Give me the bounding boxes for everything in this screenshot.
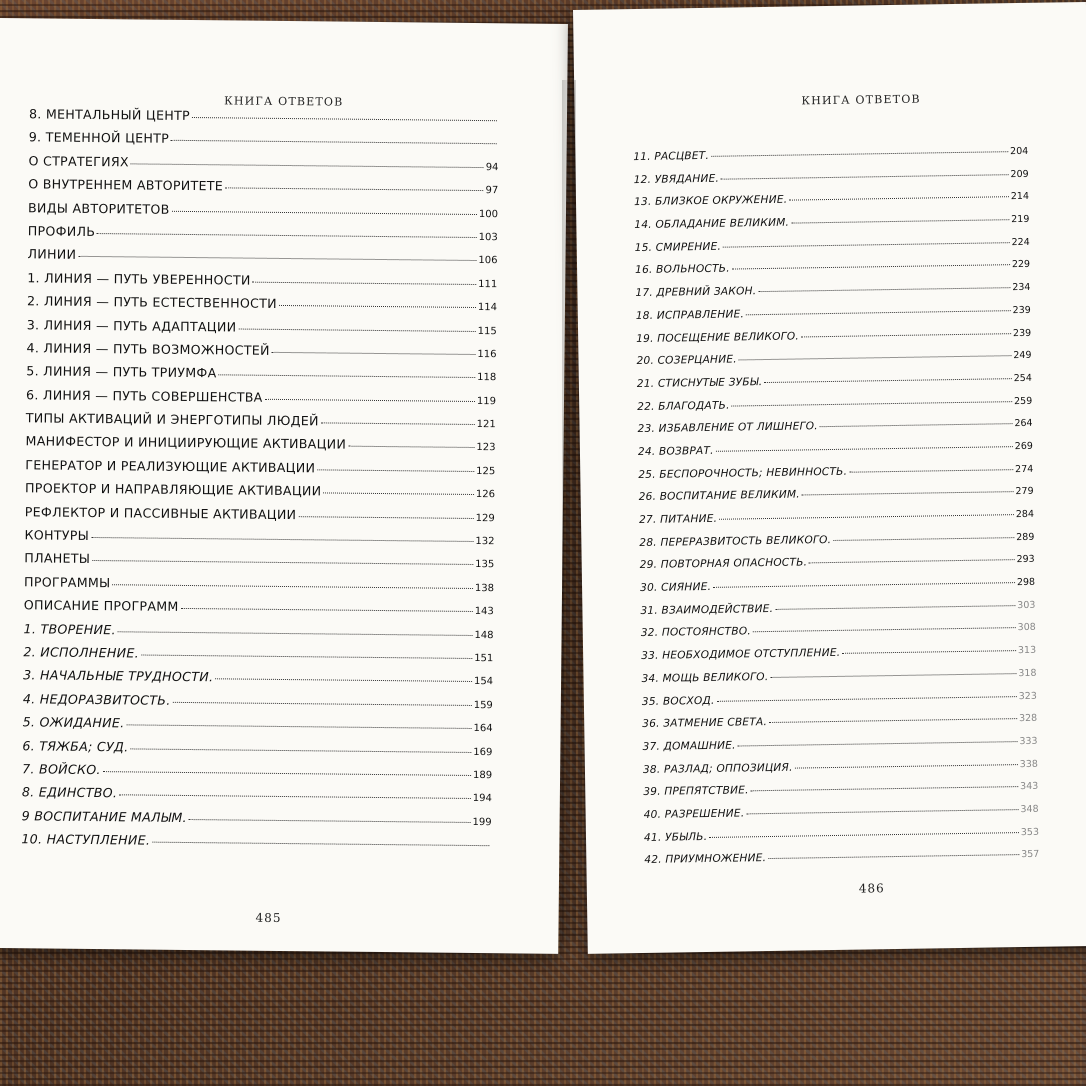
toc-entry-page: 239 — [1012, 327, 1032, 339]
toc-entry-page: 204 — [1010, 145, 1029, 158]
toc-entry-title: ОПИСАНИЕ ПРОГРАММ — [23, 597, 179, 615]
dot-leader — [172, 210, 477, 214]
toc-entry-title: 21. СТИСНУТЫЕ ЗУБЫ. — [636, 375, 763, 390]
toc-entry-title: 2. ЛИНИЯ — ПУТЬ ЕСТЕСТВЕННОСТИ — [26, 293, 277, 312]
toc-entry-title: 27. ПИТАНИЕ. — [638, 512, 718, 527]
toc-entry-page: 106 — [478, 255, 498, 267]
toc-entry-page: 209 — [1010, 168, 1029, 180]
toc-entry-page: 313 — [1017, 644, 1037, 657]
dot-leader — [820, 423, 1013, 427]
toc-entry-title: ПЛАНЕТЫ — [24, 550, 91, 567]
table-of-contents — [633, 145, 1039, 877]
toc-entry-page: 138 — [474, 582, 495, 595]
toc-entry-title: ТИПЫ АКТИВАЦИЙ И ЭНЕРГОТИПЫ ЛЮДЕЙ — [25, 410, 319, 429]
dot-leader — [192, 117, 497, 121]
dot-leader — [126, 725, 471, 730]
toc-entry-title: 22. БЛАГОДАТЬ. — [637, 399, 730, 413]
running-head: КНИГА ОТВЕТОВ — [801, 92, 921, 108]
page-number: 485 — [255, 910, 282, 925]
dot-leader — [711, 151, 1008, 157]
toc-entry-title: 14. ОБЛАДАНИЕ ВЕЛИКИМ. — [634, 216, 790, 232]
dot-leader — [78, 256, 476, 261]
toc-entry-title: 15. СМИРЕНИЕ. — [634, 240, 722, 254]
toc-entry-page: 214 — [1010, 191, 1030, 203]
toc-entry-title: 1. ЛИНИЯ — ПУТЬ УВЕРЕННОСТИ — [27, 270, 251, 288]
dot-leader — [279, 305, 476, 308]
toc-entry-page: 154 — [473, 676, 494, 688]
dot-leader — [298, 516, 473, 519]
dot-leader — [809, 560, 1014, 564]
toc-entry-title: ВИДЫ АВТОРИТЕТОВ — [27, 199, 170, 217]
toc-entry-title: 11. РАСЦВЕТ. — [633, 149, 710, 164]
toc-entry-title: 3. НАЧАЛЬНЫЕ ТРУДНОСТИ. — [23, 667, 214, 685]
dot-leader — [753, 628, 1016, 633]
toc-entry-page: 132 — [475, 536, 495, 548]
toc-entry-title: 10. НАСТУПЛЕНИЕ. — [21, 831, 151, 848]
toc-entry-page: 308 — [1017, 622, 1036, 634]
dot-leader — [171, 140, 497, 144]
dot-leader — [746, 310, 1011, 315]
dot-leader — [732, 265, 1010, 270]
toc-entry-page: 151 — [474, 652, 494, 665]
toc-entry-page: 234 — [1012, 281, 1031, 294]
dot-leader — [732, 401, 1012, 406]
toc-entry-page: 219 — [1011, 213, 1030, 226]
toc-entry-title: 2. ИСПОЛНЕНИЕ. — [23, 644, 140, 661]
toc-entry-title: 5. ЛИНИЯ — ПУТЬ ТРИУМФА — [26, 363, 217, 381]
toc-entry-page: 159 — [473, 699, 493, 711]
toc-entry-page: 229 — [1011, 259, 1031, 271]
table-of-contents — [21, 106, 499, 859]
toc-entry-title: 35. ВОСХОД. — [641, 694, 715, 708]
toc-entry-page: 119 — [476, 395, 497, 407]
toc-entry-page: 279 — [1015, 486, 1034, 498]
dot-leader — [849, 469, 1013, 473]
toc-entry-page: 97 — [485, 185, 499, 197]
toc-entry-page: 224 — [1011, 236, 1030, 248]
toc-entry-title: 6. ЛИНИЯ — ПУТЬ СОВЕРШЕНСТВА — [25, 386, 263, 405]
dot-leader — [272, 352, 476, 355]
toc-entry-page: 114 — [477, 302, 498, 314]
page-number: 486 — [858, 881, 885, 896]
toc-entry-page: 194 — [472, 793, 492, 805]
toc-entry — [21, 831, 491, 859]
dot-leader — [719, 514, 1014, 520]
dot-leader — [219, 375, 476, 379]
toc-entry-title: 39. ПРЕПЯТСТВИЕ. — [643, 784, 749, 799]
dot-leader — [709, 832, 1019, 838]
toc-entry-title: 24. ВОЗВРАТ. — [637, 444, 714, 458]
dot-leader — [801, 333, 1011, 337]
toc-entry-title: 31. ВЗАИМОДЕЙСТВИЕ. — [640, 602, 774, 617]
toc-entry-title: О ВНУТРЕННЕМ АВТОРИТЕТЕ — [28, 176, 224, 194]
dot-leader — [215, 679, 472, 683]
dot-leader — [791, 219, 1009, 223]
toc-entry-title: 34. МОЩЬ ВЕЛИКОГО. — [641, 670, 769, 685]
toc-entry-page: 123 — [476, 442, 496, 454]
toc-entry-title: 33. НЕОБХОДИМОЕ ОТСТУПЛЕНИЕ. — [641, 647, 841, 663]
toc-entry-page: 264 — [1014, 418, 1033, 430]
right-page — [573, 2, 1086, 954]
dot-leader — [348, 446, 474, 448]
toc-entry-page: 239 — [1012, 304, 1031, 316]
toc-entry-title: 37. ДОМАШНИЕ. — [642, 739, 736, 753]
dot-leader — [152, 842, 489, 847]
toc-entry-title: МАНИФЕСТОР И ИНИЦИИРУЮЩИЕ АКТИВАЦИИ — [25, 433, 347, 453]
toc-entry-title: 36. ЗАТМЕНИЕ СВЕТА. — [642, 716, 768, 731]
toc-entry-title: О СТРАТЕГИЯХ — [28, 153, 129, 170]
toc-entry-page: 289 — [1016, 531, 1035, 543]
toc-entry-title: ПРОЕКТОР И НАПРАВЛЯЮЩИЕ АКТИВАЦИИ — [25, 480, 322, 499]
toc-entry-page: 353 — [1020, 826, 1040, 838]
toc-entry-page: 126 — [475, 489, 496, 501]
toc-entry-title: 32. ПОСТОЯНСТВО. — [640, 625, 751, 640]
toc-entry-page: 338 — [1019, 758, 1038, 770]
dot-leader — [833, 537, 1014, 541]
toc-entry-page: 143 — [474, 606, 494, 618]
toc-entry-page: 129 — [475, 512, 495, 524]
toc-entry-page: 357 — [1021, 849, 1040, 861]
dot-leader — [758, 287, 1010, 292]
toc-entry-title: 9. ТЕМЕННОЙ ЦЕНТР — [28, 129, 170, 147]
dot-leader — [181, 608, 473, 612]
toc-entry-page: 115 — [477, 325, 497, 337]
dot-leader — [92, 560, 473, 565]
toc-entry-page: 125 — [476, 465, 496, 478]
dot-leader — [764, 378, 1011, 383]
dot-leader — [751, 786, 1018, 791]
toc-entry-page: 121 — [476, 419, 496, 431]
toc-entry-title: 7. ВОЙСКО. — [22, 761, 101, 778]
toc-entry-page: 328 — [1018, 712, 1038, 725]
dot-leader — [739, 355, 1012, 360]
dot-leader — [91, 537, 473, 542]
toc-entry-title: 6. ТЯЖБА; СУД. — [22, 737, 129, 754]
dot-leader — [775, 605, 1015, 610]
toc-entry-page: 269 — [1014, 440, 1033, 453]
running-head: КНИГА ОТВЕТОВ — [224, 94, 344, 109]
dot-leader — [103, 771, 471, 776]
toc-entry-title: 38. РАЗЛАД; ОППОЗИЦИЯ. — [642, 761, 793, 776]
toc-entry-page: 274 — [1015, 463, 1034, 475]
dot-leader — [173, 702, 472, 706]
toc-entry-title: 1. ТВОРЕНИЕ. — [23, 620, 116, 637]
dot-leader — [97, 233, 476, 238]
toc-entry-title: ПРОГРАММЫ — [24, 574, 111, 591]
dot-leader — [713, 582, 1015, 588]
toc-entry-title: 3. ЛИНИЯ — ПУТЬ АДАПТАЦИИ — [26, 316, 237, 335]
toc-entry-page: 259 — [1013, 395, 1033, 407]
toc-entry-page: 323 — [1018, 690, 1037, 702]
toc-entry-title: 5. ОЖИДАНИЕ. — [22, 714, 125, 731]
left-page — [0, 18, 568, 954]
dot-leader — [265, 398, 475, 401]
toc-entry-page: 103 — [478, 231, 498, 244]
dot-leader — [746, 809, 1018, 814]
dot-leader — [130, 748, 471, 753]
toc-entry-title: 18. ИСПРАВЛЕНИЕ. — [635, 308, 745, 322]
dot-leader — [721, 174, 1008, 180]
toc-entry-title: РЕФЛЕКТОР И ПАССИВНЫЕ АКТИВАЦИИ — [24, 503, 297, 522]
dot-leader — [789, 197, 1009, 201]
toc-entry-title: 16. ВОЛЬНОСТЬ. — [635, 263, 730, 277]
toc-entry-title: 13. БЛИЗКОЕ ОКРУЖЕНИЕ. — [633, 194, 788, 209]
dot-leader — [716, 446, 1013, 452]
toc-entry-page: 148 — [474, 629, 494, 641]
toc-entry-title: 42. ПРИУМНОЖЕНИЕ. — [644, 852, 767, 867]
toc-entry-title: 4. НЕДОРАЗВИТОСТЬ. — [22, 691, 171, 708]
toc-entry-title: 20. СОЗЕРЦАНИЕ. — [636, 353, 737, 368]
toc-entry-page: 164 — [473, 723, 493, 735]
toc-entry-title: 40. РАЗРЕШЕНИЕ. — [643, 807, 745, 821]
toc-entry-title: 26. ВОСПИТАНИЕ ВЕЛИКИМ. — [638, 488, 800, 504]
toc-entry-title: 12. УВЯДАНИЕ. — [633, 172, 720, 186]
dot-leader — [717, 696, 1017, 702]
toc-entry-page: 100 — [478, 208, 499, 220]
dot-leader — [225, 188, 483, 192]
dot-leader — [131, 163, 484, 168]
dot-leader — [112, 584, 472, 589]
toc-entry-title: 30. СИЯНИЕ. — [639, 580, 712, 595]
toc-entry-page: 348 — [1020, 803, 1039, 816]
toc-entry-page: 249 — [1013, 350, 1032, 362]
toc-entry-title: 8. МЕНТАЛЬНЫЙ ЦЕНТР — [28, 106, 191, 123]
dot-leader — [769, 718, 1017, 723]
toc-entry-title: 28. ПЕРЕРАЗВИТОСТЬ ВЕЛИКОГО. — [639, 533, 832, 549]
dot-leader — [118, 631, 473, 636]
dot-leader — [795, 764, 1018, 769]
toc-entry-page: 111 — [478, 278, 498, 290]
dot-leader — [321, 422, 475, 425]
toc-entry-page: 293 — [1016, 554, 1035, 566]
toc-entry-title: ЛИНИИ — [27, 246, 77, 263]
toc-entry-page: 116 — [477, 348, 497, 361]
toc-entry-title: КОНТУРЫ — [24, 527, 90, 543]
toc-entry-page: 94 — [485, 161, 499, 174]
toc-entry-title: 8. ЕДИНСТВО. — [21, 784, 118, 801]
toc-entry-page: 189 — [472, 769, 493, 782]
dot-leader — [323, 493, 474, 496]
dot-leader — [723, 242, 1010, 248]
dot-leader — [842, 650, 1016, 654]
toc-entry-page: 298 — [1016, 576, 1036, 589]
toc-entry-title: 4. ЛИНИЯ — ПУТЬ ВОЗМОЖНОСТЕЙ — [26, 340, 270, 358]
toc-entry-page: 303 — [1017, 599, 1036, 611]
toc-entry-page: 284 — [1015, 508, 1035, 521]
toc-entry-title: 17. ДРЕВНИЙ ЗАКОН. — [635, 285, 757, 300]
toc-entry-title: 29. ПОВТОРНАЯ ОПАСНОСТЬ. — [639, 556, 808, 572]
dot-leader — [119, 795, 471, 800]
dot-leader — [770, 673, 1016, 678]
toc-entry-page: 333 — [1019, 735, 1038, 747]
toc-entry — [644, 848, 1039, 877]
toc-entry-title: ПРОФИЛЬ — [27, 223, 96, 239]
dot-leader — [238, 328, 475, 331]
toc-entry-title: 23. ИЗБАВЛЕНИЕ ОТ ЛИШНЕГО. — [637, 420, 818, 436]
toc-entry-page: 118 — [477, 372, 497, 384]
dot-leader — [768, 854, 1019, 859]
toc-entry-title: 25. БЕСПОРОЧНОСТЬ; НЕВИННОСТЬ. — [638, 465, 848, 481]
toc-entry-page: 135 — [475, 559, 495, 571]
toc-entry-title: 19. ПОСЕЩЕНИЕ ВЕЛИКОГО. — [636, 329, 800, 345]
toc-entry-title: 41. УБЫЛЬ. — [643, 830, 708, 844]
dot-leader — [802, 491, 1014, 495]
toc-entry-page: 343 — [1020, 781, 1039, 793]
dot-leader — [253, 281, 477, 284]
toc-entry-title: 9 ВОСПИТАНИЕ МАЛЫМ. — [21, 807, 187, 825]
toc-entry-title: ГЕНЕРАТОР И РЕАЛИЗУЮЩИЕ АКТИВАЦИИ — [25, 457, 316, 476]
dot-leader — [317, 469, 474, 472]
dot-leader — [189, 819, 471, 823]
toc-entry-page: 254 — [1013, 372, 1032, 384]
dot-leader — [141, 654, 472, 658]
toc-entry-page: 199 — [472, 816, 492, 828]
dot-leader — [738, 741, 1018, 746]
toc-entry-page: 169 — [473, 746, 493, 758]
toc-entry-page: 318 — [1018, 667, 1037, 679]
